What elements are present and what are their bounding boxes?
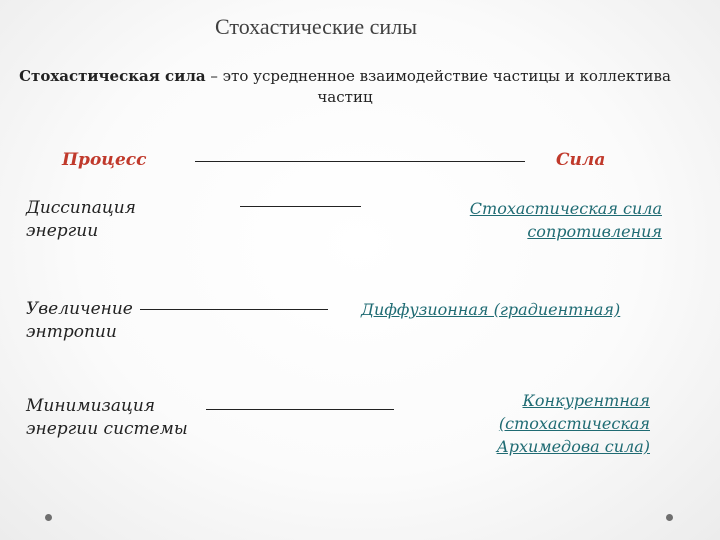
process-item-entropy: Увеличение энтропии xyxy=(26,299,133,342)
slide-dot-right xyxy=(666,514,673,521)
process-item-minimization: Минимизация энергии системы xyxy=(26,396,188,439)
force-item-resistance: Стохастическая сила сопротивления xyxy=(469,199,662,241)
row3-connector-line xyxy=(206,409,394,410)
process-item-dissipation: Диссипация энергии xyxy=(26,198,136,241)
slide-title: Стохастические силы xyxy=(215,14,417,39)
force-item-competitive: Конкурентная (стохастическая Архимедова сила) xyxy=(496,391,650,456)
force-item-diffusion: Диффузионная (градиентная) xyxy=(361,300,621,319)
force-column-header: Сила xyxy=(556,150,606,170)
process-column-header: Процесс xyxy=(62,150,147,170)
row1-connector-line xyxy=(240,206,361,207)
row2-connector-line xyxy=(140,309,328,310)
definition-term: Стохастическая сила xyxy=(19,67,206,85)
definition-body: – это усредненное взаимодействие частицы и коллектива частиц xyxy=(205,67,671,106)
slide-dot-left xyxy=(45,514,52,521)
header-connector-line xyxy=(195,161,525,162)
definition-text xyxy=(0,66,690,108)
